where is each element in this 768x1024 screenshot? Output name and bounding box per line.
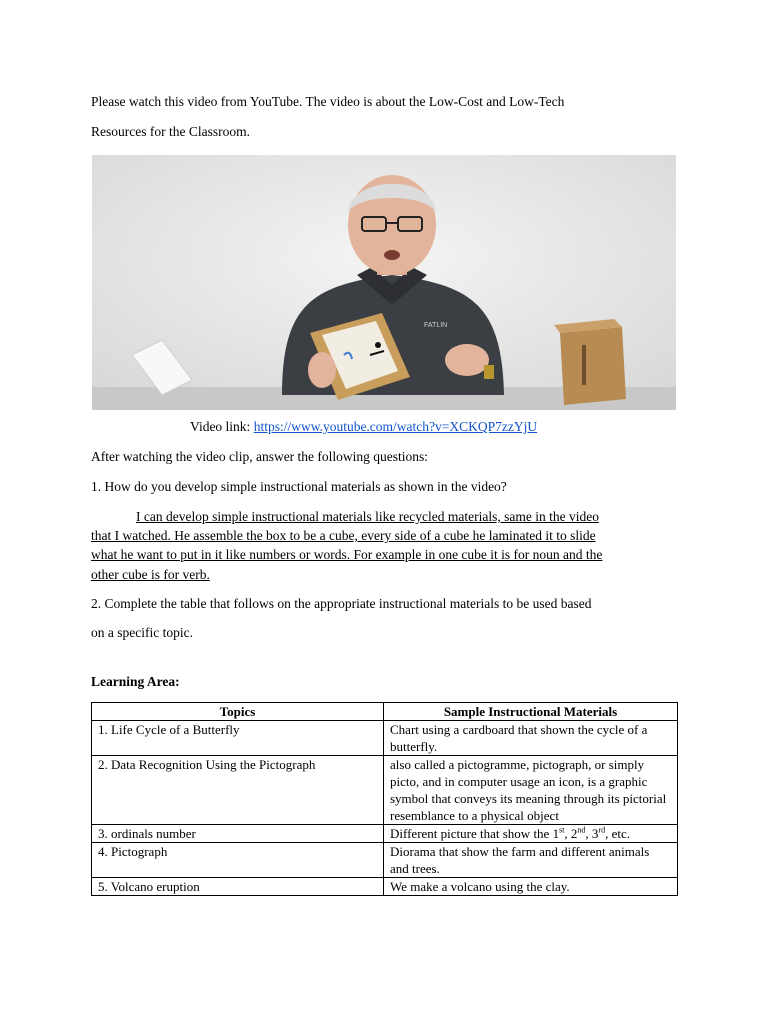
ordinal-tail: , etc. (605, 826, 630, 841)
topic-cell: 2. Data Recognition Using the Pictograph (92, 756, 384, 825)
table-row (92, 878, 678, 896)
ordinal-suffix-2: nd (577, 825, 586, 835)
question-2-line-2: on a specific topic. (91, 625, 193, 640)
video-link-label: Video link: (190, 419, 254, 434)
ordinal-suffix-1: st (559, 825, 565, 835)
question-1: 1. How do you develop simple instructional materials as shown in the video? (91, 479, 507, 494)
intro-line-1: Please watch this video from YouTube. The video is about the Low-Cost and Low-Tech (91, 94, 565, 109)
material-cell: Different picture that show the 1st, 2nd, 3rd, etc. (384, 825, 678, 843)
shirt-logo: FATLIN (424, 322, 448, 329)
answer-line-3: what he want to put in it like numbers or words. For example in one cube it is for noun and the (91, 547, 603, 562)
instructions: After watching the video clip, answer the following questions: (91, 449, 429, 464)
video-thumbnail[interactable] (92, 155, 676, 410)
answer-line-4: other cube is for verb. (91, 567, 210, 582)
material-cell: Diorama that show the farm and different animals and trees. (384, 843, 678, 878)
video-link[interactable]: https://www.youtube.com/watch?v=XCKQP7zzYjU (253, 419, 538, 434)
material-cell: Chart using a cardboard that shown the cycle of a butterfly. (384, 721, 678, 756)
video-link-line (190, 418, 537, 436)
table-row (92, 721, 678, 756)
ordinal-suffix-3: rd (598, 825, 606, 835)
answer-line-1: I can develop simple instructional materials like recycled materials, same in the video (136, 509, 599, 524)
learning-area-label: Learning Area: (91, 674, 180, 689)
table-row (92, 825, 678, 843)
material-cell: also called a pictogramme, pictograph, or simply picto, and in computer usage an icon, is a graphic symbol that conveys its meaning through its pictorial resemblance to a physical object (384, 756, 678, 825)
topic-cell: 3. ordinals number (92, 825, 384, 843)
header-materials: Sample Instructional Materials (384, 703, 678, 721)
table-row (92, 756, 678, 825)
table-row (92, 843, 678, 878)
ordinal-text: Different picture that show the 1 (390, 826, 560, 841)
answer-line-2: that I watched. He assemble the box to be a cube, every side of a cube he laminated it to slide (91, 528, 596, 543)
header-topics: Topics (92, 703, 384, 721)
topic-cell: 5. Volcano eruption (92, 878, 384, 896)
material-cell: We make a volcano using the clay. (384, 878, 678, 896)
topic-cell: 4. Pictograph (92, 843, 384, 878)
intro-line-2: Resources for the Classroom. (91, 124, 250, 139)
materials-table (91, 702, 678, 896)
table-header-row (92, 703, 678, 721)
question-2-line-1: 2. Complete the table that follows on the appropriate instructional materials to be used based (91, 596, 592, 611)
topic-cell: 1. Life Cycle of a Butterfly (92, 721, 384, 756)
